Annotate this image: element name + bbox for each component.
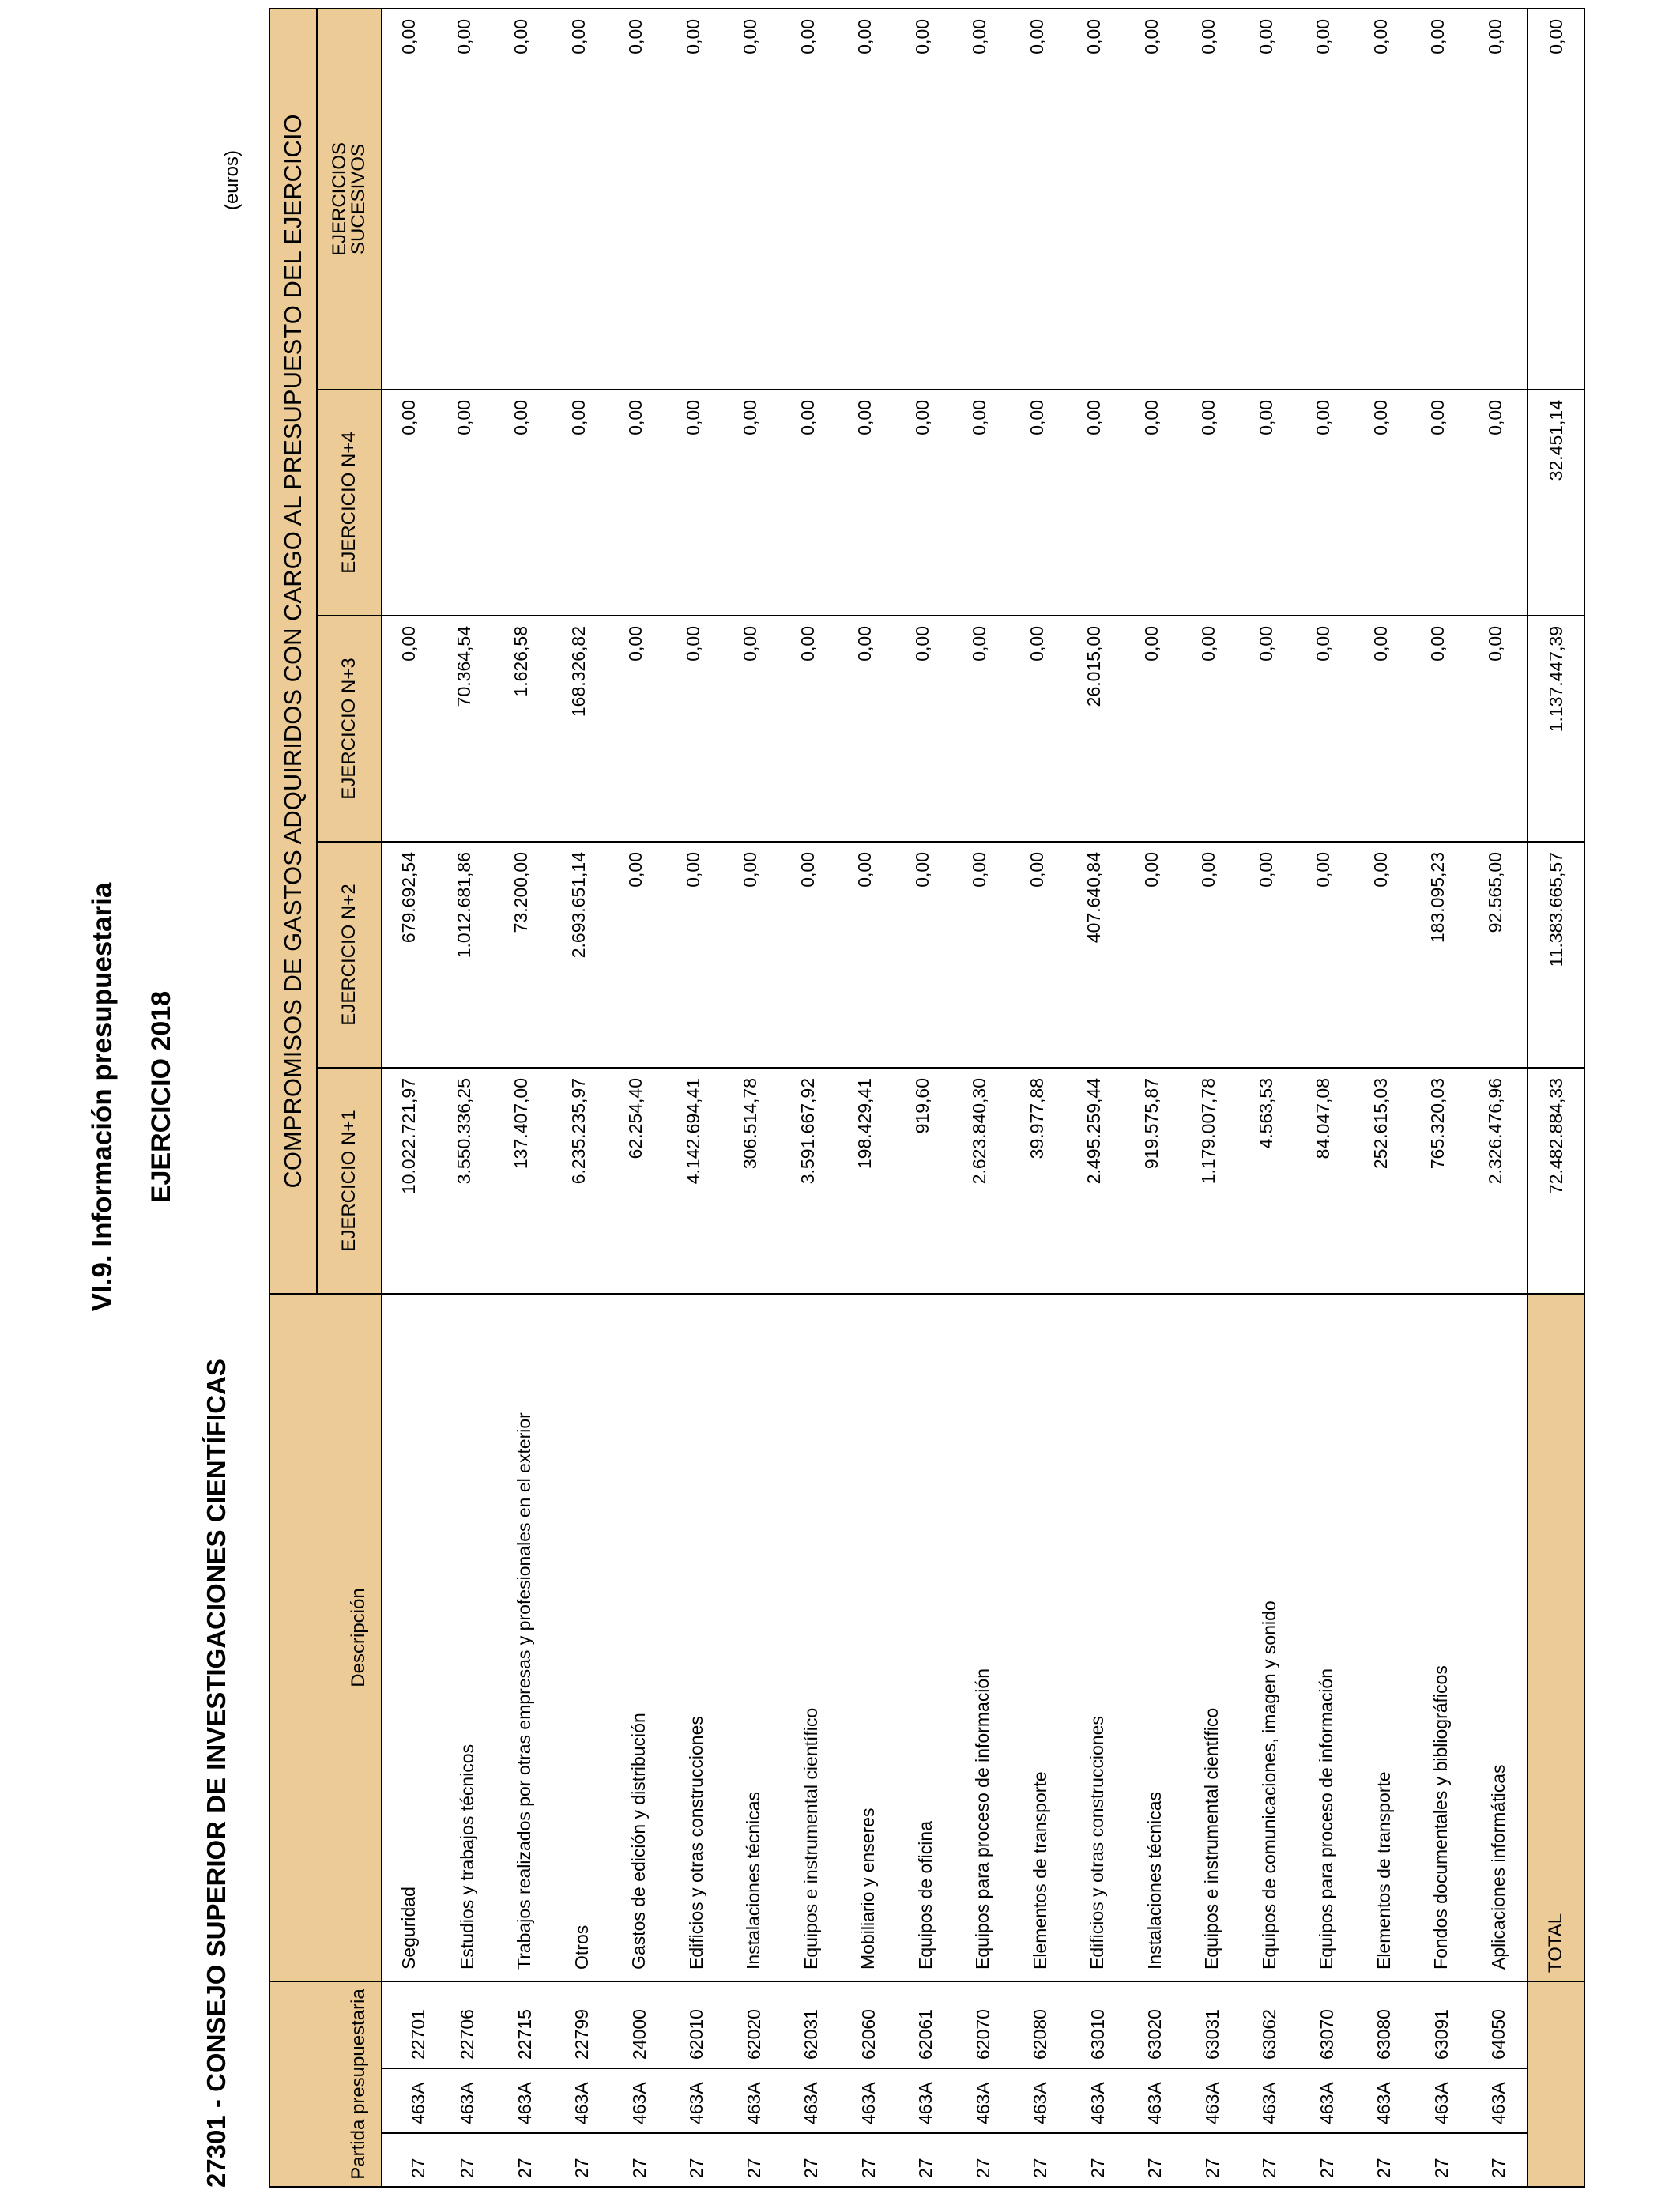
amount-sucesivos: 0,00 (554, 9, 612, 390)
table-row (1184, 9, 1241, 2187)
row-description: Equipos e instrumental científico (1184, 1294, 1241, 1981)
table-row (554, 9, 612, 2187)
total-row (1527, 9, 1584, 2187)
partida-concepto: 63091 (1413, 1981, 1471, 2068)
amount-n2: 0,00 (955, 842, 1012, 1068)
partida-seccion: 27 (1298, 2133, 1356, 2187)
amount-n3: 0,00 (382, 616, 439, 842)
row-description: Aplicaciones informáticas (1471, 1294, 1528, 1981)
amount-n3: 0,00 (1298, 616, 1356, 842)
table-row (496, 9, 554, 2187)
partida-programa: 463A (1471, 2068, 1528, 2133)
amount-sucesivos: 0,00 (439, 9, 497, 390)
partida-programa: 463A (1184, 2068, 1241, 2133)
partida-seccion: 27 (840, 2133, 898, 2187)
amount-n3: 26.015,00 (1069, 616, 1127, 842)
amount-n2: 0,00 (840, 842, 898, 1068)
table-row (439, 9, 497, 2187)
amount-n2: 0,00 (1356, 842, 1414, 1068)
amount-n1: 252.615,03 (1356, 1068, 1414, 1294)
row-description: Estudios y trabajos técnicos (439, 1294, 497, 1981)
amount-n4: 0,00 (1471, 390, 1528, 616)
amount-n1: 10.022.721,97 (382, 1068, 439, 1294)
fiscal-year: EJERCICIO 2018 (146, 990, 176, 1204)
partida-seccion: 27 (611, 2133, 669, 2187)
amount-n1: 62.254,40 (611, 1068, 669, 1294)
partida-concepto: 22799 (554, 1981, 612, 2068)
total-n4: 32.451,14 (1527, 390, 1584, 616)
amount-n4: 0,00 (382, 390, 439, 616)
table-row (1298, 9, 1356, 2187)
amount-n4: 0,00 (898, 390, 955, 616)
partida-concepto: 63020 (1127, 1981, 1185, 2068)
table-row (783, 9, 841, 2187)
amount-n1: 3.550.336,25 (439, 1068, 497, 1294)
amount-sucesivos: 0,00 (382, 9, 439, 390)
amount-n1: 919,60 (898, 1068, 955, 1294)
amount-n2: 0,00 (1127, 842, 1185, 1068)
partida-seccion: 27 (1012, 2133, 1070, 2187)
partida-seccion: 27 (496, 2133, 554, 2187)
amount-n2: 0,00 (1012, 842, 1070, 1068)
amount-sucesivos: 0,00 (725, 9, 783, 390)
amount-n1: 765.320,03 (1413, 1068, 1471, 1294)
partida-seccion: 27 (1241, 2133, 1299, 2187)
partida-programa: 463A (840, 2068, 898, 2133)
amount-n3: 1.626,58 (496, 616, 554, 842)
amount-sucesivos: 0,00 (496, 9, 554, 390)
partida-programa: 463A (496, 2068, 554, 2133)
table-row (611, 9, 669, 2187)
amount-n2: 0,00 (669, 842, 726, 1068)
amount-n4: 0,00 (1356, 390, 1414, 616)
amount-sucesivos: 0,00 (1069, 9, 1127, 390)
table-row (1356, 9, 1414, 2187)
total-n1: 72.482.884,33 (1527, 1068, 1584, 1294)
row-description: Trabajos realizados por otras empresas y profesionales en el exterior (496, 1294, 554, 1981)
row-description: Mobiliario y enseres (840, 1294, 898, 1981)
amount-n4: 0,00 (439, 390, 497, 616)
amount-n1: 198.429,41 (840, 1068, 898, 1294)
amount-sucesivos: 0,00 (1413, 9, 1471, 390)
partida-programa: 463A (783, 2068, 841, 2133)
amount-n3: 0,00 (955, 616, 1012, 842)
amount-n4: 0,00 (1413, 390, 1471, 616)
partida-seccion: 27 (1069, 2133, 1127, 2187)
amount-n4: 0,00 (783, 390, 841, 616)
partida-programa: 463A (725, 2068, 783, 2133)
amount-n3: 0,00 (611, 616, 669, 842)
partida-concepto: 62060 (840, 1981, 898, 2068)
partida-programa: 463A (382, 2068, 439, 2133)
partida-concepto: 62080 (1012, 1981, 1070, 2068)
table-row (955, 9, 1012, 2187)
group-header-compromisos: COMPROMISOS DE GASTOS ADQUIRIDOS CON CARGO AL PRESUPUESTO DEL EJERCICIO (269, 9, 317, 1294)
amount-n1: 137.407,00 (496, 1068, 554, 1294)
partida-concepto: 24000 (611, 1981, 669, 2068)
col-header-partida: Partida presupuestaria (269, 1981, 382, 2187)
row-description: Gastos de edición y distribución (611, 1294, 669, 1981)
partida-programa: 463A (1298, 2068, 1356, 2133)
table-row (1241, 9, 1299, 2187)
amount-n2: 183.095,23 (1413, 842, 1471, 1068)
amount-n3: 0,00 (1356, 616, 1414, 842)
amount-sucesivos: 0,00 (1471, 9, 1528, 390)
partida-programa: 463A (669, 2068, 726, 2133)
amount-n3: 70.364,54 (439, 616, 497, 842)
amount-n3: 168.326,82 (554, 616, 612, 842)
partida-programa: 463A (1356, 2068, 1414, 2133)
col-header-n2: EJERCICIO N+2 (317, 842, 382, 1068)
amount-n3: 0,00 (1127, 616, 1185, 842)
table-row (1069, 9, 1127, 2187)
partida-programa: 463A (439, 2068, 497, 2133)
page-title: VI.9. Información presupuestaria (87, 882, 118, 1312)
amount-n4: 0,00 (1298, 390, 1356, 616)
row-description: Otros (554, 1294, 612, 1981)
amount-n4: 0,00 (1184, 390, 1241, 616)
amount-n4: 0,00 (611, 390, 669, 616)
amount-n4: 0,00 (955, 390, 1012, 616)
row-description: Instalaciones técnicas (1127, 1294, 1185, 1981)
partida-seccion: 27 (669, 2133, 726, 2187)
partida-concepto: 22701 (382, 1981, 439, 2068)
partida-seccion: 27 (725, 2133, 783, 2187)
amount-n2: 0,00 (725, 842, 783, 1068)
amount-n4: 0,00 (1012, 390, 1070, 616)
amount-n1: 84.047,08 (1298, 1068, 1356, 1294)
amount-n1: 2.495.259,44 (1069, 1068, 1127, 1294)
table-row (669, 9, 726, 2187)
table-row (898, 9, 955, 2187)
amount-n4: 0,00 (554, 390, 612, 616)
row-description: Equipos de oficina (898, 1294, 955, 1981)
partida-programa: 463A (1127, 2068, 1185, 2133)
amount-n2: 0,00 (898, 842, 955, 1068)
amount-n1: 4.142.694,41 (669, 1068, 726, 1294)
table-row (1127, 9, 1185, 2187)
partida-concepto: 22706 (439, 1981, 497, 2068)
partida-seccion: 27 (1184, 2133, 1241, 2187)
col-header-sucesivos (317, 9, 382, 390)
partida-seccion: 27 (783, 2133, 841, 2187)
partida-seccion: 27 (1471, 2133, 1528, 2187)
amount-n2: 0,00 (1241, 842, 1299, 1068)
partida-seccion: 27 (1127, 2133, 1185, 2187)
table-row (1012, 9, 1070, 2187)
amount-n2: 1.012.681,86 (439, 842, 497, 1068)
amount-n3: 0,00 (783, 616, 841, 842)
amount-n2: 0,00 (611, 842, 669, 1068)
amount-n2: 407.640,84 (1069, 842, 1127, 1068)
partida-seccion: 27 (1413, 2133, 1471, 2187)
amount-n1: 4.563,53 (1241, 1068, 1299, 1294)
partida-programa: 463A (611, 2068, 669, 2133)
row-description: Equipos e instrumental científico (783, 1294, 841, 1981)
col-header-sucesivos-line1: EJERCICIOS (329, 141, 350, 256)
amount-sucesivos: 0,00 (1241, 9, 1299, 390)
total-label: TOTAL (1527, 1294, 1584, 1981)
partida-concepto: 22715 (496, 1981, 554, 2068)
amount-sucesivos: 0,00 (1012, 9, 1070, 390)
row-description: Elementos de transporte (1356, 1294, 1414, 1981)
amount-n1: 1.179.007,78 (1184, 1068, 1241, 1294)
partida-programa: 463A (1413, 2068, 1471, 2133)
row-description: Seguridad (382, 1294, 439, 1981)
amount-n3: 0,00 (1012, 616, 1070, 842)
partida-concepto: 63080 (1356, 1981, 1414, 2068)
col-header-n4: EJERCICIO N+4 (317, 390, 382, 616)
col-header-sucesivos-line2: SUCESIVOS (348, 143, 369, 254)
table-row (1413, 9, 1471, 2187)
total-sucesivos: 0,00 (1527, 9, 1584, 390)
amount-n1: 2.623.840,30 (955, 1068, 1012, 1294)
partida-concepto: 63062 (1241, 1981, 1299, 2068)
partida-seccion: 27 (898, 2133, 955, 2187)
amount-n2: 0,00 (1298, 842, 1356, 1068)
partida-concepto: 62031 (783, 1981, 841, 2068)
partida-concepto: 63070 (1298, 1981, 1356, 2068)
amount-n1: 2.326.476,96 (1471, 1068, 1528, 1294)
row-description: Elementos de transporte (1012, 1294, 1070, 1981)
amount-n2: 0,00 (783, 842, 841, 1068)
total-n3: 1.137.447,39 (1527, 616, 1584, 842)
partida-concepto: 62010 (669, 1981, 726, 2068)
amount-sucesivos: 0,00 (898, 9, 955, 390)
amount-n2: 679.692,54 (382, 842, 439, 1068)
amount-sucesivos: 0,00 (1184, 9, 1241, 390)
partida-seccion: 27 (439, 2133, 497, 2187)
partida-concepto: 63031 (1184, 1981, 1241, 2068)
entity-name: 27301 - CONSEJO SUPERIOR DE INVESTIGACIONES CIENTÍFICAS (202, 1359, 231, 2188)
total-n2: 11.383.665,57 (1527, 842, 1584, 1068)
row-description: Equipos para proceso de información (955, 1294, 1012, 1981)
amount-n2: 73.200,00 (496, 842, 554, 1068)
partida-programa: 463A (1012, 2068, 1070, 2133)
amount-n2: 92.565,00 (1471, 842, 1528, 1068)
partida-programa: 463A (955, 2068, 1012, 2133)
partida-concepto: 62070 (955, 1981, 1012, 2068)
amount-n3: 0,00 (725, 616, 783, 842)
amount-sucesivos: 0,00 (840, 9, 898, 390)
amount-n4: 0,00 (1241, 390, 1299, 616)
partida-programa: 463A (1241, 2068, 1299, 2133)
amount-n2: 2.693.651,14 (554, 842, 612, 1068)
partida-seccion: 27 (382, 2133, 439, 2187)
amount-n4: 0,00 (725, 390, 783, 616)
amount-sucesivos: 0,00 (669, 9, 726, 390)
amount-n3: 0,00 (1413, 616, 1471, 842)
amount-sucesivos: 0,00 (783, 9, 841, 390)
row-description: Equipos para proceso de información (1298, 1294, 1356, 1981)
amount-n1: 6.235.235,97 (554, 1068, 612, 1294)
amount-n2: 0,00 (1184, 842, 1241, 1068)
amount-n1: 919.575,87 (1127, 1068, 1185, 1294)
partida-concepto: 62061 (898, 1981, 955, 2068)
amount-n4: 0,00 (840, 390, 898, 616)
amount-n1: 3.591.667,92 (783, 1068, 841, 1294)
amount-n4: 0,00 (669, 390, 726, 616)
partida-seccion: 27 (554, 2133, 612, 2187)
budget-commitments-table (269, 8, 1585, 2188)
partida-programa: 463A (1069, 2068, 1127, 2133)
amount-n3: 0,00 (1184, 616, 1241, 842)
row-description: Instalaciones técnicas (725, 1294, 783, 1981)
amount-n3: 0,00 (1471, 616, 1528, 842)
partida-concepto: 64050 (1471, 1981, 1528, 2068)
col-header-n3: EJERCICIO N+3 (317, 616, 382, 842)
amount-n3: 0,00 (669, 616, 726, 842)
amount-n4: 0,00 (496, 390, 554, 616)
amount-sucesivos: 0,00 (955, 9, 1012, 390)
amount-sucesivos: 0,00 (1127, 9, 1185, 390)
amount-n4: 0,00 (1127, 390, 1185, 616)
amount-n3: 0,00 (1241, 616, 1299, 842)
partida-programa: 463A (898, 2068, 955, 2133)
table-row (725, 9, 783, 2187)
col-header-descripcion: Descripción (269, 1294, 382, 1981)
partida-concepto: 63010 (1069, 1981, 1127, 2068)
partida-programa: 463A (554, 2068, 612, 2133)
row-description: Edificios y otras construcciones (1069, 1294, 1127, 1981)
amount-n3: 0,00 (840, 616, 898, 842)
partida-seccion: 27 (1356, 2133, 1414, 2187)
partida-seccion: 27 (955, 2133, 1012, 2187)
table-row (1471, 9, 1528, 2187)
table-row (840, 9, 898, 2187)
currency-unit: (euros) (221, 150, 243, 211)
partida-concepto: 62020 (725, 1981, 783, 2068)
amount-sucesivos: 0,00 (1356, 9, 1414, 390)
row-description: Equipos de comunicaciones, imagen y sonido (1241, 1294, 1299, 1981)
amount-n1: 306.514,78 (725, 1068, 783, 1294)
row-description: Fondos documentales y bibliográficos (1413, 1294, 1471, 1981)
amount-sucesivos: 0,00 (611, 9, 669, 390)
amount-n4: 0,00 (1069, 390, 1127, 616)
table-row (382, 9, 439, 2187)
amount-n3: 0,00 (898, 616, 955, 842)
amount-sucesivos: 0,00 (1298, 9, 1356, 390)
row-description: Edificios y otras construcciones (669, 1294, 726, 1981)
col-header-n1: EJERCICIO N+1 (317, 1068, 382, 1294)
total-blank (1527, 1981, 1584, 2187)
amount-n1: 39.977,88 (1012, 1068, 1070, 1294)
